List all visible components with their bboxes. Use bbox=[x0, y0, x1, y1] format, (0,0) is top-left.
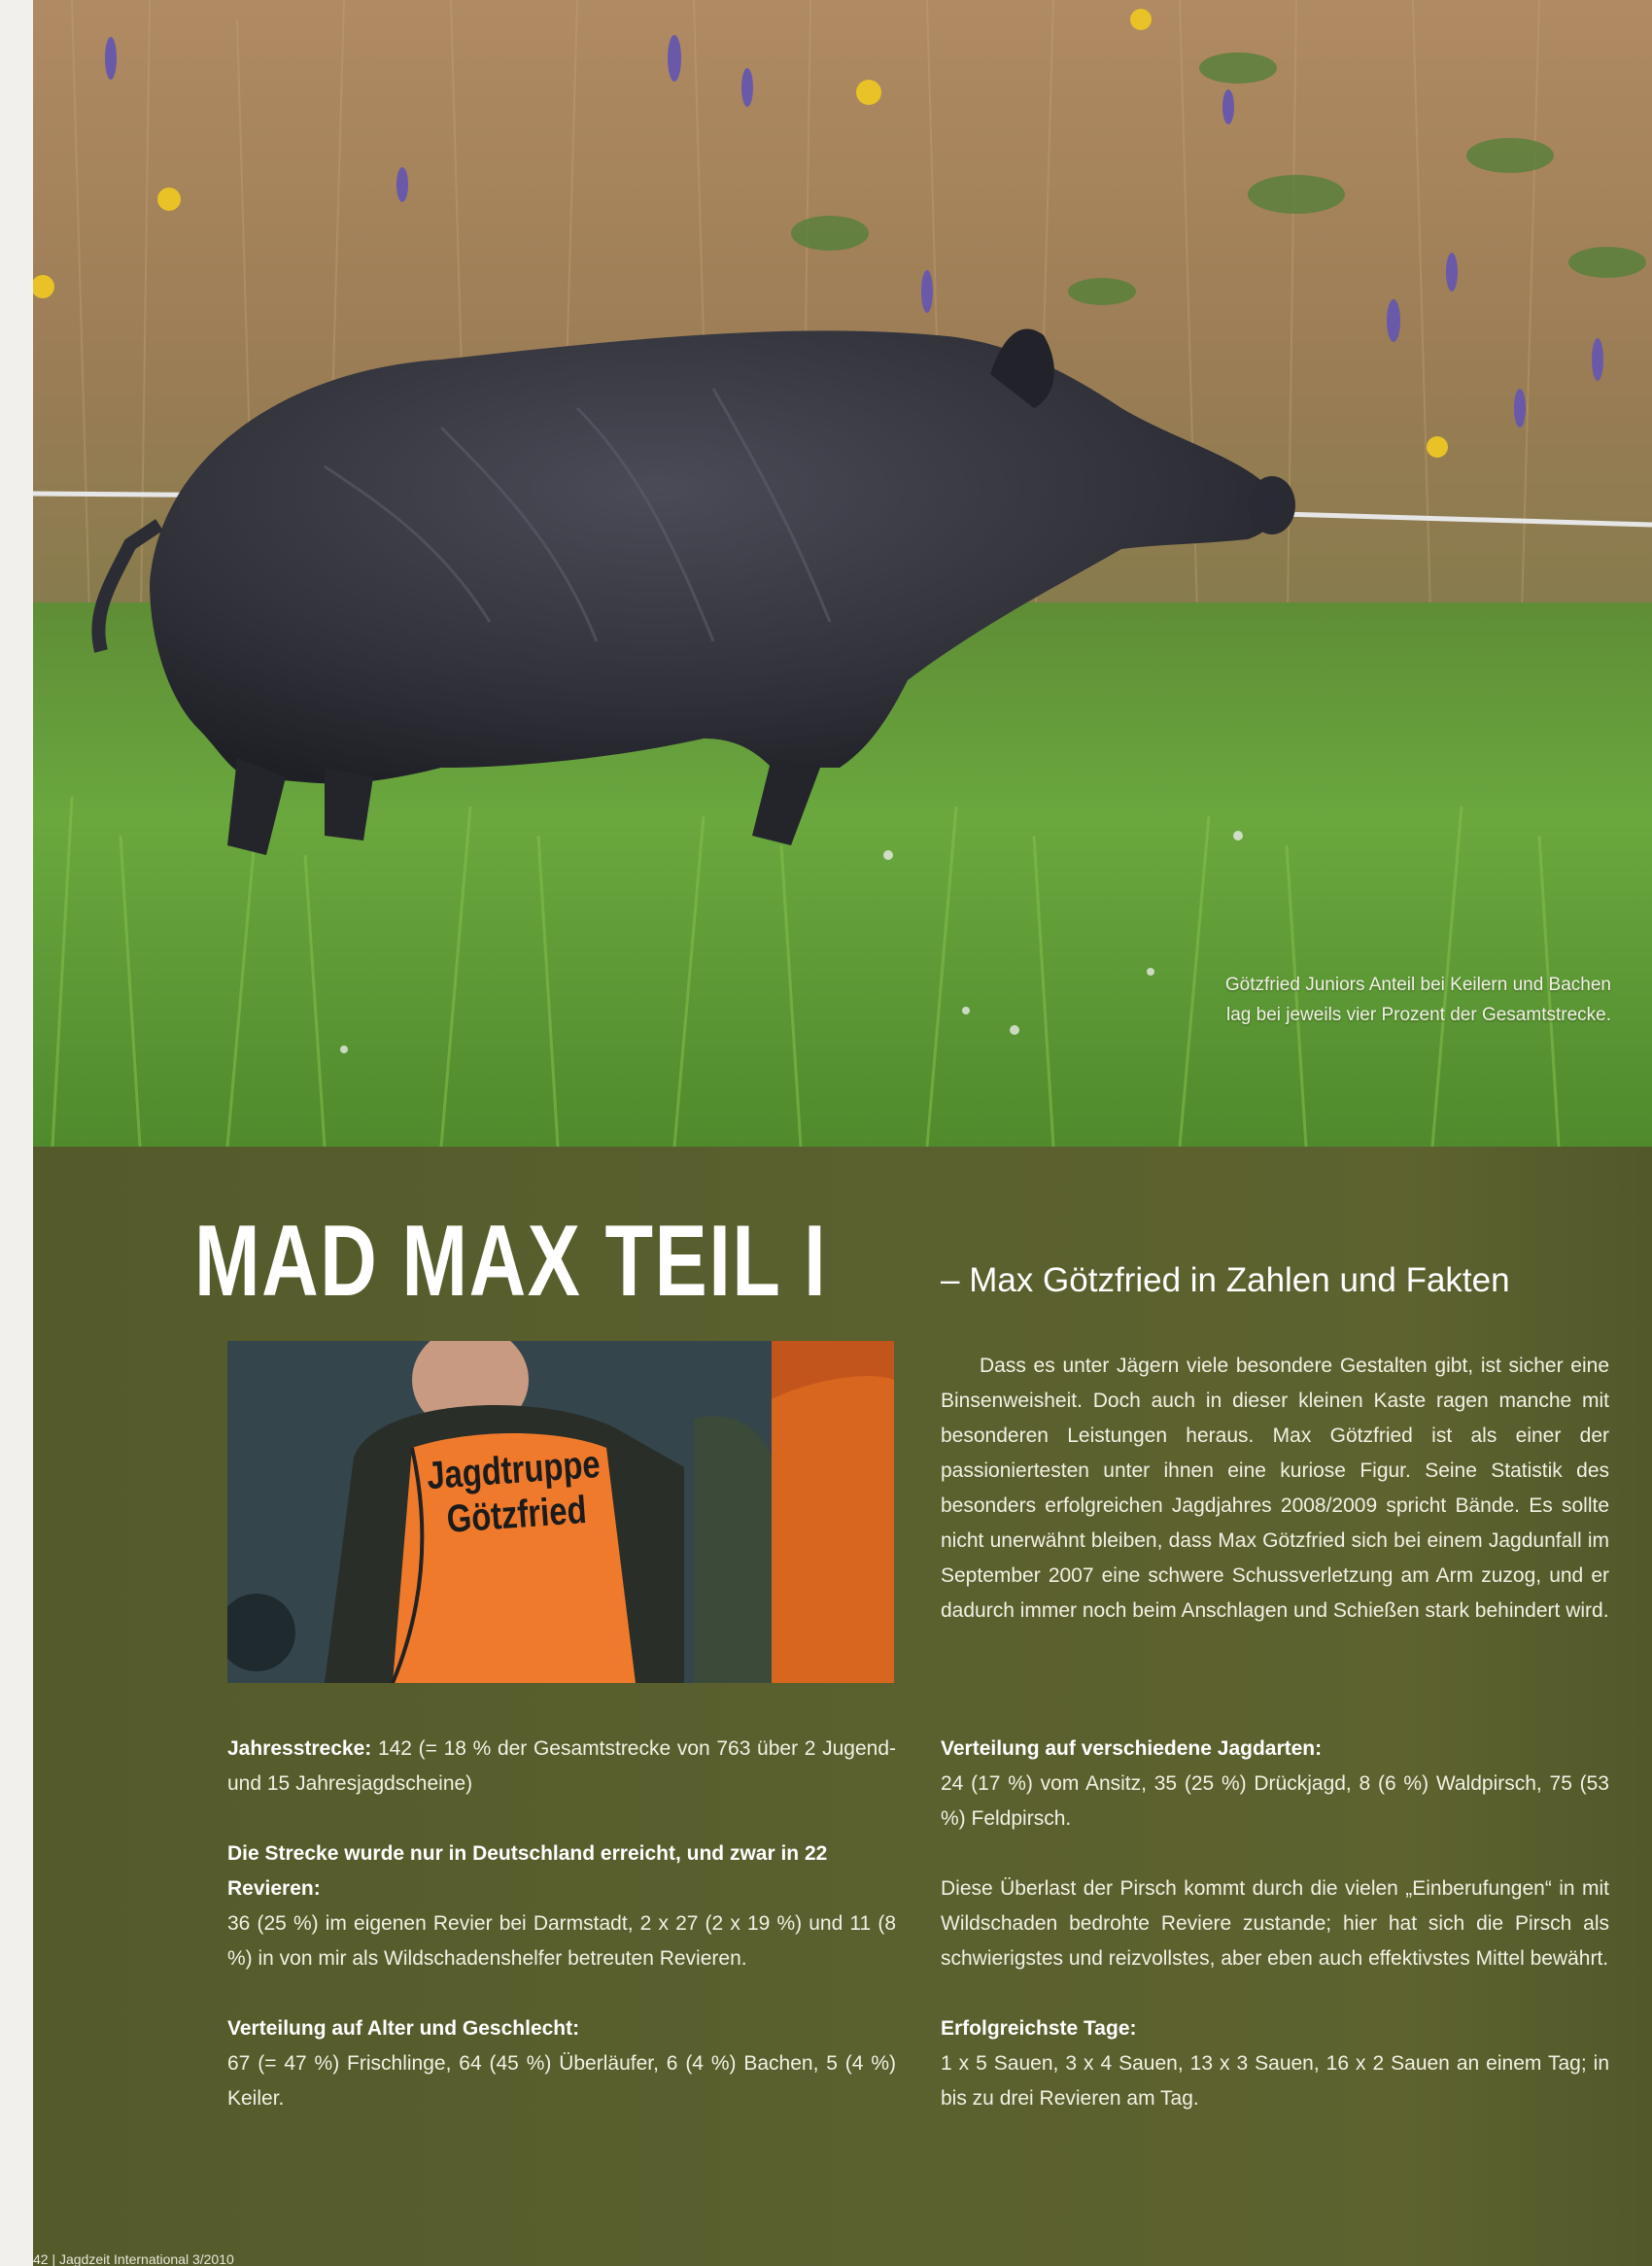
right-stats-column bbox=[941, 1732, 1609, 2116]
wild-boar-photo bbox=[33, 0, 1652, 1147]
annual-bag-paragraph bbox=[227, 1732, 896, 1802]
article-headline: MAD MAX TEIL I bbox=[194, 1205, 828, 1318]
article-subline: – Max Götzfried in Zahlen und Fakten bbox=[941, 1261, 1510, 1299]
vest-line-2: Götzfried bbox=[445, 1488, 588, 1541]
left-stats-column bbox=[227, 1732, 896, 2116]
page-footer: 42 | Jagdzeit International 3/2010 bbox=[33, 2252, 234, 2266]
vest-line-1: Jagdtruppe bbox=[425, 1442, 602, 1498]
intro-column bbox=[941, 1349, 1609, 1629]
photo-caption: Götzfried Juniors Anteil bei Keilern und Bachen lag bei jeweils vier Prozent der Gesamtstrecke. bbox=[1224, 975, 1611, 1025]
age-sex-text: 67 (= 47 %) Frischlinge, 64 (45 %) Überläufer, 6 (4 %) Bachen, 5 (4 %) Keiler. bbox=[227, 2052, 896, 2110]
best-days-text: 1 x 5 Sauen, 3 x 4 Sauen, 13 x 3 Sauen, 16 x 2 Sauen an einem Tag; in bis zu drei Revieren am Tag. bbox=[941, 2052, 1609, 2110]
regions-text: 36 (25 %) im eigenen Revier bei Darmstadt, 2 x 27 (2 x 19 %) und 11 (8 %) in von mir als Wildschadenshelfer betreuten Revieren. bbox=[227, 1912, 896, 1970]
regions-heading: Die Strecke wurde nur in Deutschland erreicht, und zwar in 22 Revieren: bbox=[227, 1842, 828, 1900]
best-days-heading: Erfolgreichste Tage: bbox=[941, 2017, 1137, 2040]
age-sex-heading: Verteilung auf Alter und Geschlecht: bbox=[227, 2017, 580, 2040]
annual-bag-text: 142 (= 18 % der Gesamtstrecke von 763 über 2 Jugend- und 15 Jahresjagdscheine) bbox=[227, 1737, 896, 1795]
intro-paragraph: Dass es unter Jägern viele besondere Gestalten gibt, ist sicher eine Binsenweisheit. Doch auch in dieser kleinen Kaste ragen manche mit besonderen Leistungen heraus. Max Götzfried ist als einer der passioniertesten unter ihnen eine kuriose Figur. Seine Statistik des besonders erfolgreichen Jagdjahres 2008/2009 spricht Bände. Es sollte nicht unerwähnt bleiben, dass Max Götzfried sich bei einem Jagdunfall im September 2007 eine schwere Schussverletzung am Arm zuzog, und er dadurch immer noch beim Anschlagen und Schießen stark behindert wird. bbox=[941, 1355, 1609, 1622]
vest-lettering bbox=[393, 1440, 637, 1546]
annual-bag-heading: Jahresstrecke: bbox=[227, 1737, 372, 1760]
hunt-types-heading: Verteilung auf verschiedene Jagdarten: bbox=[941, 1737, 1323, 1760]
stalking-paragraph: Diese Überlast der Pirsch kommt durch die vielen „Einberufungen“ in mit Wildschaden bedrohte Reviere zustande; hier hat sich die Pirsch als schwierigstes und reizvollstes, aber eben auch effektivstes Mittel bewährt. bbox=[941, 1877, 1609, 1970]
hunt-types-text: 24 (17 %) vom Ansitz, 35 (25 %) Drückjagd, 8 (6 %) Waldpirsch, 75 (53 %) Feldpirsch. bbox=[941, 1772, 1609, 1830]
